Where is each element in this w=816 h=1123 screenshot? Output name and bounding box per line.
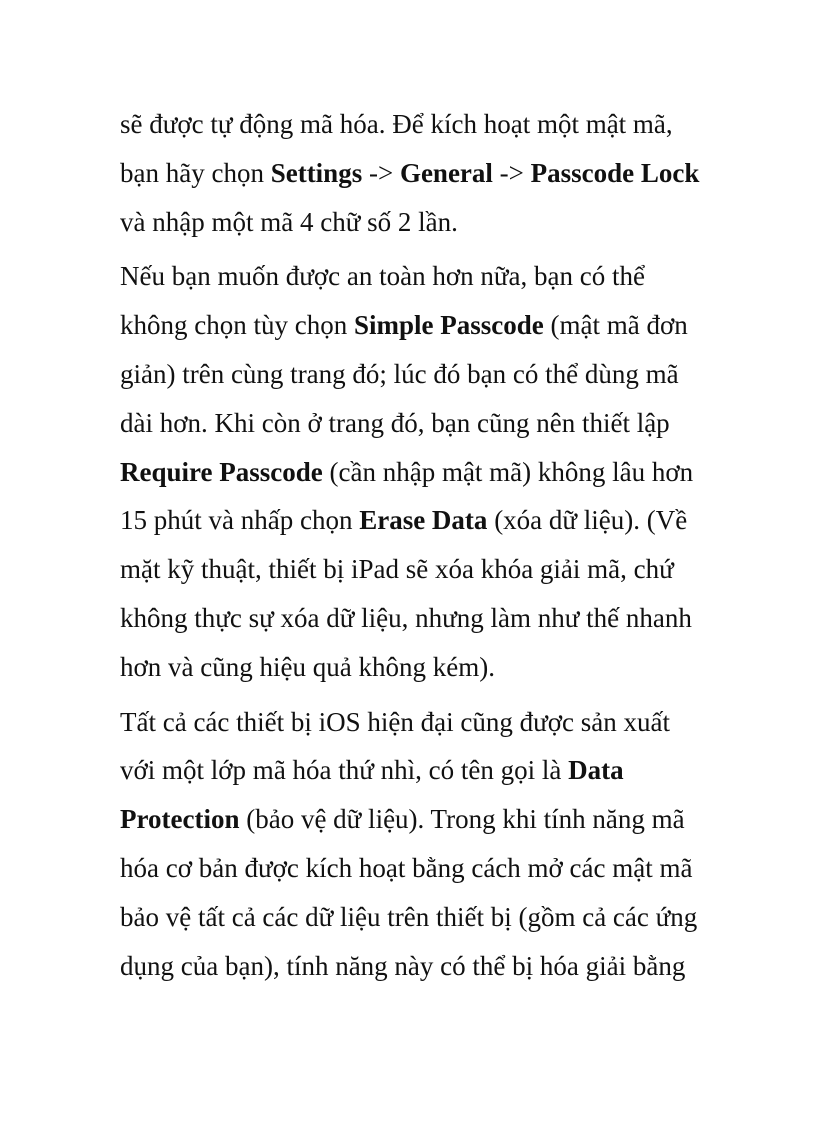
paragraph xyxy=(120,100,740,246)
text-line xyxy=(120,795,740,844)
text-segment: mặt kỹ thuật, thiết bị iPad sẽ xóa khóa giải mã, chứ xyxy=(120,554,674,585)
text-line xyxy=(120,643,740,692)
text-segment: giản) trên cùng trang đó; lúc đó bạn có thể dùng mã xyxy=(120,358,679,389)
text-line xyxy=(120,844,740,893)
text-segment: (cần nhập mật mã) không lâu hơn xyxy=(322,456,694,487)
text-line xyxy=(120,545,740,594)
text-line xyxy=(120,100,740,149)
text-segment: dụng của bạn), tính năng này có thể bị hóa giải bằng xyxy=(120,950,686,981)
text-line xyxy=(120,942,740,991)
bold-term: Simple Passcode xyxy=(353,310,544,341)
text-line xyxy=(120,448,740,497)
text-line xyxy=(120,746,740,795)
text-segment: -> xyxy=(492,157,531,188)
text-line xyxy=(120,496,740,545)
text-segment: không chọn tùy chọn xyxy=(120,310,354,341)
text-segment: Nếu bạn muốn được an toàn hơn nữa, bạn có thể xyxy=(120,261,645,292)
text-segment: (mật mã đơn xyxy=(543,310,688,341)
text-line xyxy=(120,350,740,399)
text-segment: (bảo vệ dữ liệu). Trong khi tính năng mã xyxy=(239,804,685,835)
text-line xyxy=(120,149,740,198)
text-line xyxy=(120,198,740,247)
text-line xyxy=(120,594,740,643)
text-segment: không thực sự xóa dữ liệu, nhưng làm như thế nhanh xyxy=(120,602,692,633)
text-line xyxy=(120,252,740,301)
bold-term: Settings xyxy=(270,157,363,188)
text-segment: dài hơn. Khi còn ở trang đó, bạn cũng nên thiết lập xyxy=(120,407,670,438)
text-segment: bảo vệ tất cả các dữ liệu trên thiết bị (gồm cả các ứng xyxy=(120,901,698,932)
text-segment: hóa cơ bản được kích hoạt bằng cách mở các mật mã xyxy=(120,852,693,883)
text-line xyxy=(120,698,740,747)
text-segment: Tất cả các thiết bị iOS hiện đại cũng được sản xuất xyxy=(120,706,670,737)
text-segment: và nhập một mã 4 chữ số 2 lần. xyxy=(120,206,458,237)
body-text xyxy=(120,100,740,996)
text-segment: -> xyxy=(362,157,400,188)
bold-term: Protection xyxy=(120,804,240,835)
text-segment: 15 phút và nhấp chọn xyxy=(120,505,360,536)
bold-term: General xyxy=(399,157,493,188)
paragraph xyxy=(120,698,740,991)
paragraph xyxy=(120,252,740,691)
text-segment: với một lớp mã hóa thứ nhì, có tên gọi là xyxy=(120,755,569,786)
bold-term: Require Passcode xyxy=(120,456,323,487)
bold-term: Passcode Lock xyxy=(530,157,700,188)
text-segment: (xóa dữ liệu). (Về xyxy=(487,505,688,536)
text-line xyxy=(120,893,740,942)
text-line xyxy=(120,399,740,448)
bold-term: Erase Data xyxy=(359,505,488,536)
text-line xyxy=(120,301,740,350)
text-segment: hơn và cũng hiệu quả không kém). xyxy=(120,651,495,682)
bold-term: Data xyxy=(568,755,624,786)
text-segment: bạn hãy chọn xyxy=(120,157,271,188)
text-segment: sẽ được tự động mã hóa. Để kích hoạt một mật mã, xyxy=(120,109,673,139)
